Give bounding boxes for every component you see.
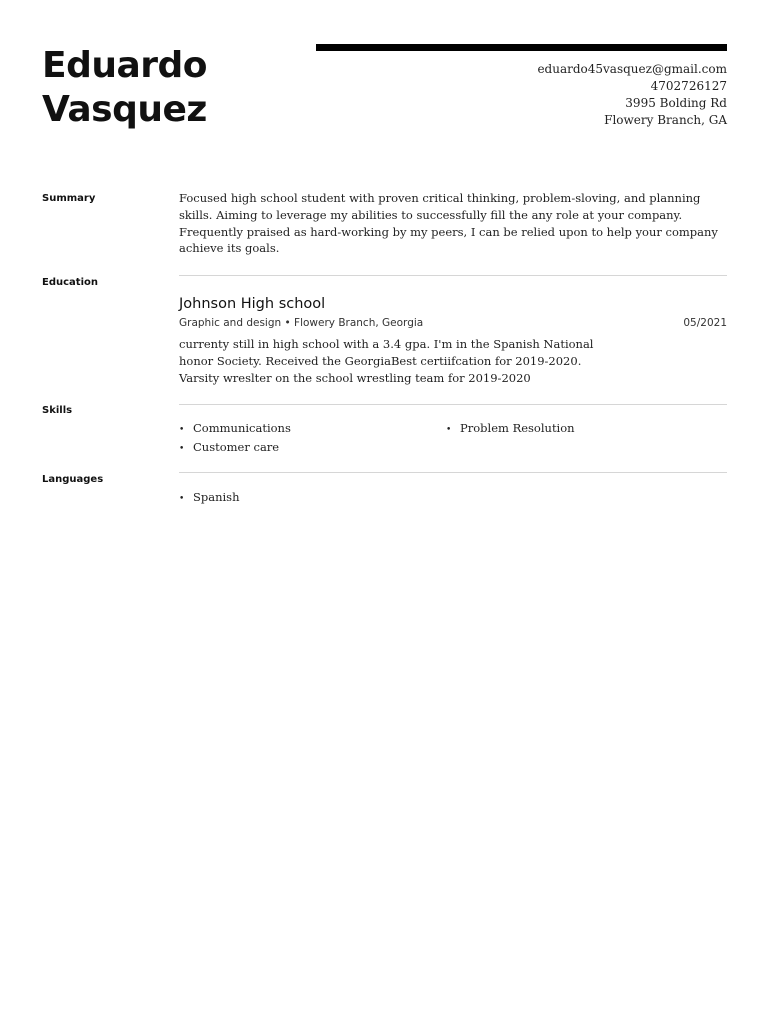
degree-location: Graphic and design • Flowery Branch, Georgia: [179, 317, 424, 329]
section-divider: [179, 275, 727, 276]
bullet-icon: •: [446, 425, 452, 435]
candidate-name: [42, 44, 207, 132]
summary-text: Focused high school student with proven critical thinking, problem-sloving, and planning skills. Aiming to leverage my abilities to successfully fill the any role at your company. Frequently praised as hard-working by my peers, I can be relied upon to help your company achieve its goals.: [179, 191, 718, 256]
list-item: [179, 420, 446, 439]
school-name: Johnson High school: [179, 296, 326, 312]
list-item: [179, 439, 446, 458]
contact-phone[interactable]: 4702726127: [650, 79, 727, 93]
degree-row: [179, 316, 727, 330]
languages-label: Languages: [42, 474, 104, 485]
skills-list: [179, 420, 727, 458]
skill-customer-care: Customer care: [193, 439, 280, 454]
education-entry: [179, 294, 727, 386]
skills-label: Skills: [42, 405, 73, 416]
section-divider: [179, 472, 727, 473]
summary-label: Summary: [42, 193, 96, 204]
section-divider: [179, 404, 727, 405]
education-date: 05/2021: [683, 317, 727, 329]
language-spanish: Spanish: [193, 490, 240, 504]
header-rule: [316, 44, 727, 51]
skill-problem-resolution: Problem Resolution: [460, 421, 575, 435]
bullet-icon: •: [179, 494, 185, 504]
contact-street: 3995 Bolding Rd: [625, 96, 727, 110]
bullet-icon: •: [179, 443, 185, 454]
list-item: [179, 489, 727, 508]
contact-block: [537, 61, 727, 129]
languages-list: [179, 489, 727, 508]
skills-column-1: [179, 420, 446, 458]
list-item: [446, 420, 713, 439]
education-description: currenty still in high school with a 3.4 gpa. I'm in the Spanish National honor Society. Received the GeorgiaBest certiifcation for 2019-2020. Varsity wreslter on the school wrestling team for 2019-2020: [179, 337, 594, 385]
last-name: Vasquez: [42, 89, 207, 130]
contact-city: Flowery Branch, GA: [604, 113, 727, 127]
skill-communications: Communications: [193, 421, 291, 435]
bullet-icon: •: [179, 425, 185, 435]
skills-column-2: [446, 420, 713, 458]
contact-email[interactable]: eduardo45vasquez@gmail.com: [537, 62, 727, 76]
first-name: Eduardo: [42, 45, 208, 86]
education-label: Education: [42, 277, 98, 288]
